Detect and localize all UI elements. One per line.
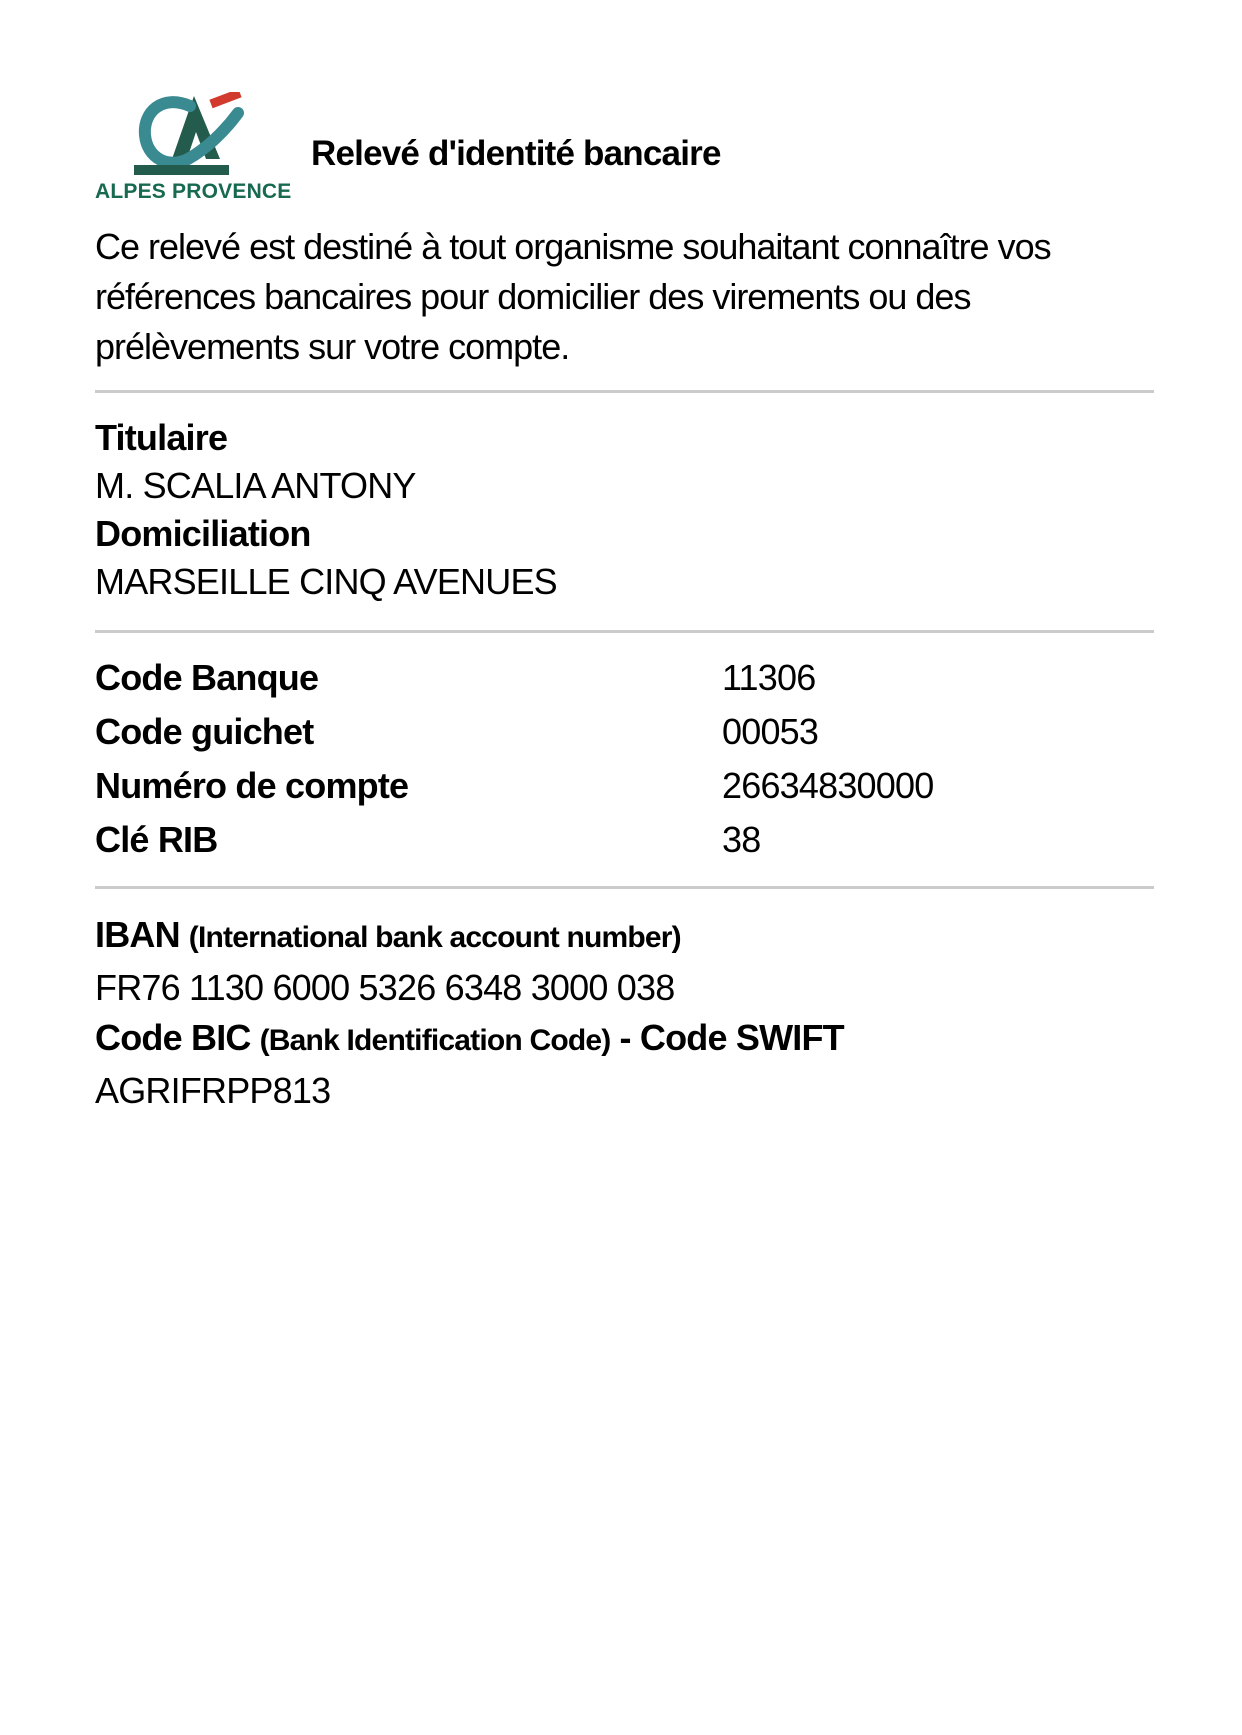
table-row [95,705,1154,759]
table-row [95,813,1154,867]
intro-line-1: Ce relevé est destiné à tout organisme souhaitant connaître vos [95,226,1051,267]
bic-note: (Bank Identification Code) [259,1024,611,1057]
bic-suffix: - Code SWIFT [619,1017,844,1058]
intro-line-2: références bancaires pour domicilier des virements ou des [95,276,971,317]
table-row [95,759,1154,813]
iban-note: (International bank account number) [188,921,681,954]
iban-value: FR76 1130 6000 5326 6348 3000 038 [95,967,675,1008]
bic-heading [95,1013,1154,1066]
bic-label: Code BIC [95,1017,251,1058]
ca-logo-icon [134,92,244,177]
document-header [95,92,1154,204]
row-value-code-guichet: 00053 [722,711,819,752]
page-title: Relevé d'identité bancaire [311,134,721,173]
divider-1 [95,390,1154,393]
row-label-code-guichet: Code guichet [95,711,314,752]
row-label-cle-rib: Clé RIB [95,819,218,860]
domiciliation-label: Domiciliation [95,513,311,554]
divider-3 [95,886,1154,889]
row-value-cle-rib: 38 [722,819,761,860]
bic-value: AGRIFRPP813 [95,1070,331,1111]
row-label-code-banque: Code Banque [95,657,319,698]
titulaire-value: M. SCALIA ANTONY [95,465,416,506]
titulaire-label: Titulaire [95,417,228,458]
brand-name: ALPES PROVENCE [95,180,292,203]
intro-text [95,222,1154,372]
domiciliation-value: MARSEILLE CINQ AVENUES [95,561,557,602]
iban-heading [95,910,1154,963]
divider-2 [95,630,1154,633]
row-value-code-banque: 11306 [722,657,816,698]
iban-section [95,910,1154,1116]
account-table [95,651,1154,867]
iban-label: IBAN [95,914,180,955]
credit-agricole-logo [95,92,292,204]
row-value-numero-compte: 26634830000 [722,765,934,806]
table-row [95,651,1154,705]
holder-section [95,414,1154,606]
intro-line-3: prélèvements sur votre compte. [95,326,570,367]
row-label-numero-compte: Numéro de compte [95,765,409,806]
